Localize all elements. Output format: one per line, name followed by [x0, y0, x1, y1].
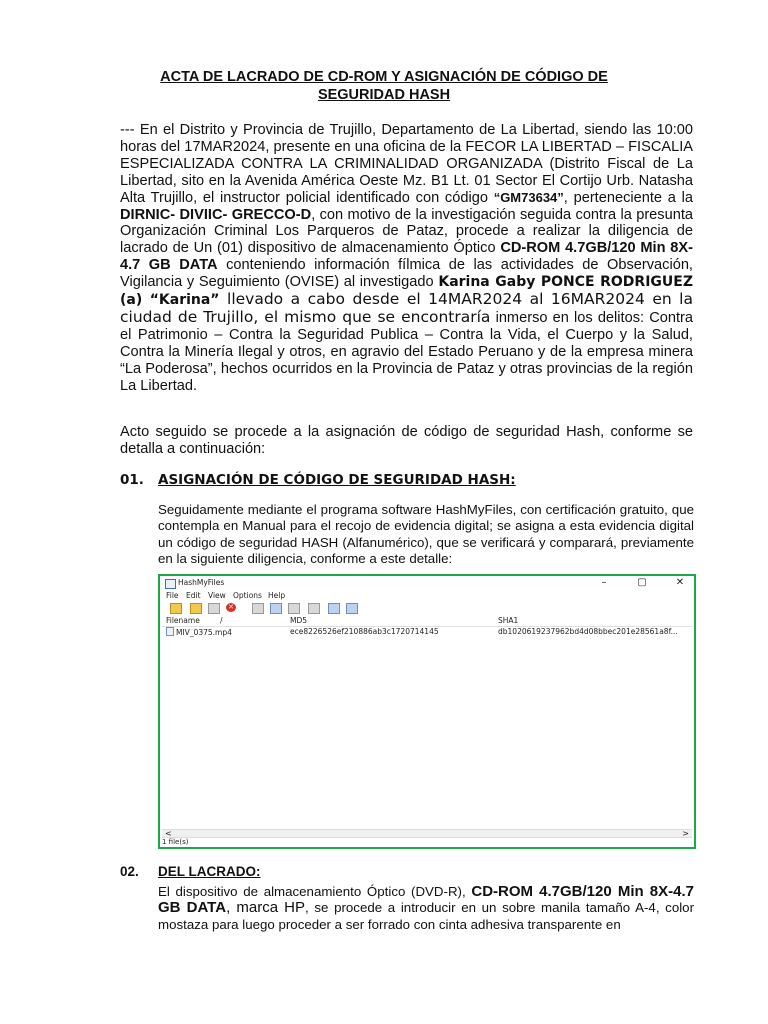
- title-line-2: SEGURIDAD HASH: [317, 87, 451, 103]
- status-bar: 1 file(s): [162, 837, 692, 847]
- menu-view[interactable]: View: [208, 591, 226, 600]
- column-sort-indicator: /: [220, 616, 223, 625]
- app-icon: [165, 579, 176, 589]
- section-2-device: CD-ROM 4.7GB/120 Min 8X-4.7 GB DATA: [158, 883, 694, 917]
- section-2-title: DEL LACRADO:: [158, 864, 261, 879]
- menu-bar: [160, 590, 694, 601]
- section-1-heading: [120, 472, 516, 488]
- instructor-code: “GM73634”: [493, 189, 564, 205]
- video-file-icon: [166, 627, 174, 636]
- document-title: [120, 68, 648, 104]
- sha1-value: db1020619237962bd4d08bbec201e28561a8f...: [498, 627, 678, 636]
- intro-text-3: , con motivo de la investigación seguida contra la presunta Organización Criminal Los Parqueros de Pataz, procede a realizar la diligencia de lacrado de Un (01) dispositivo de almacenamiento Óptico: [120, 206, 693, 257]
- title-line-1: ACTA DE LACRADO DE CD-ROM Y ASIGNACIÓN DE CÓDIGO DE: [160, 69, 608, 85]
- intro-text-6: inmerso en los delitos: Contra el Patrimonio – Contra la Seguridad Publica – Contra la Vida, el Cuerpo y la Salud, Contra la Minería Ilegal y otros, en agravio del Estado Peruano y de la empresa minera “La Poderosa”, hechos ocurridos en la Provincia de Pataz y otras provincias de la región La Libertad.: [120, 309, 694, 394]
- menu-file[interactable]: File: [166, 591, 179, 600]
- section-2-heading: [120, 864, 261, 879]
- open-folder-icon[interactable]: [170, 603, 182, 614]
- section-2-text-1: El dispositivo de almacenamiento Óptico (DVD-R),: [158, 884, 472, 899]
- list-header: [162, 616, 692, 627]
- window-title: HashMyFiles: [178, 578, 225, 587]
- column-filename[interactable]: Filename: [166, 616, 200, 625]
- section-2-text-3: , se procede a introducir en un sobre manila tamaño A-4, color mostaza para luego proceder a ser forrado con cinta adhesiva transparente en: [158, 900, 694, 932]
- scroll-left-icon[interactable]: <: [165, 829, 172, 838]
- minimize-button[interactable]: –: [601, 577, 607, 588]
- section-1-number: 01.: [120, 472, 144, 488]
- column-sha1[interactable]: SHA1: [498, 616, 519, 625]
- device-name: CD-ROM 4.7GB/120 Min 8X-4.7 GB DATA: [120, 240, 693, 274]
- scroll-right-icon[interactable]: >: [682, 829, 689, 838]
- menu-edit[interactable]: Edit: [186, 591, 201, 600]
- window-titlebar: [160, 576, 694, 590]
- intro-text-4: conteniendo información fílmica de las actividades de Observación, Vigilancia y Seguimiento (OVISE) al investigado: [120, 257, 693, 291]
- hash-intro-paragraph: Acto seguido se procede a la asignación de código de seguridad Hash, conforme se detalla a continuación:: [120, 424, 693, 457]
- table-row[interactable]: [162, 627, 692, 637]
- section-2-number: 02.: [120, 864, 139, 879]
- intro-text-5: llevado a cabo desde el 14MAR2024 al 16MAR2024 en la ciudad de Trujillo, el mismo que se encontraría: [120, 290, 693, 326]
- section-1-text: Seguidamente mediante el programa software HashMyFiles, con certificación gratuito, que contempla en Manual para el recojo de evidencia digital; se asigna a esta evidencia digital un código de seguridad HASH (Alfanumérico), que se verificará y comparará, previamente en la siguiente diligencia, conforme a este detalle:: [158, 502, 694, 567]
- add-folder-icon[interactable]: [190, 603, 202, 614]
- investigated-person: Karina Gaby PONCE RODRIGUEZ (a) “Karina”: [120, 274, 693, 309]
- menu-help[interactable]: Help: [268, 591, 286, 600]
- section-2-text: [158, 884, 694, 933]
- section-1-title: ASIGNACIÓN DE CÓDIGO DE SEGURIDAD HASH:: [158, 472, 516, 488]
- police-unit: DIRNIC- DIVIIC- GRECCO-D: [120, 206, 312, 223]
- exit-icon[interactable]: [346, 603, 358, 614]
- copy-icon[interactable]: [288, 603, 300, 614]
- save-icon[interactable]: [252, 603, 264, 614]
- close-button[interactable]: ✕: [675, 577, 685, 588]
- intro-paragraph: [120, 122, 693, 395]
- intro-text-2: , perteneciente a la: [563, 189, 693, 206]
- maximize-button[interactable]: ▢: [637, 577, 647, 588]
- properties-icon[interactable]: [208, 603, 220, 614]
- hashmyfiles-screenshot: [158, 574, 696, 849]
- find-icon[interactable]: [328, 603, 340, 614]
- intro-text-1: --- En el Distrito y Provincia de Trujillo, Departamento de La Libertad, siendo las 10:00 horas del 17MAR2024, presente en una oficina de la FECOR LA LIBERTAD – FISCALIA ESPECIALIZADA CONTRA LA CRIMINALIDAD ORGANIZADA (Distrito Fiscal de La Libertad, sito en la Avenida América Oeste Mz. B1 Lt. 01 Sector El Cortijo Urb. Natasha Alta Trujillo, el instructor policial identificado con código: [120, 122, 693, 206]
- md5-value: ece8226526ef210886ab3c1720714145: [290, 627, 439, 636]
- report-icon[interactable]: [308, 603, 320, 614]
- section-2-brand: , marca HP: [226, 899, 306, 917]
- menu-options[interactable]: Options: [233, 591, 262, 600]
- file-cell: [166, 627, 232, 637]
- refresh-icon[interactable]: [270, 603, 282, 614]
- delete-icon[interactable]: ✕: [226, 603, 236, 612]
- column-md5[interactable]: MD5: [290, 616, 308, 625]
- filename-value: MIV_0375.mp4: [176, 628, 232, 637]
- toolbar: [160, 601, 694, 615]
